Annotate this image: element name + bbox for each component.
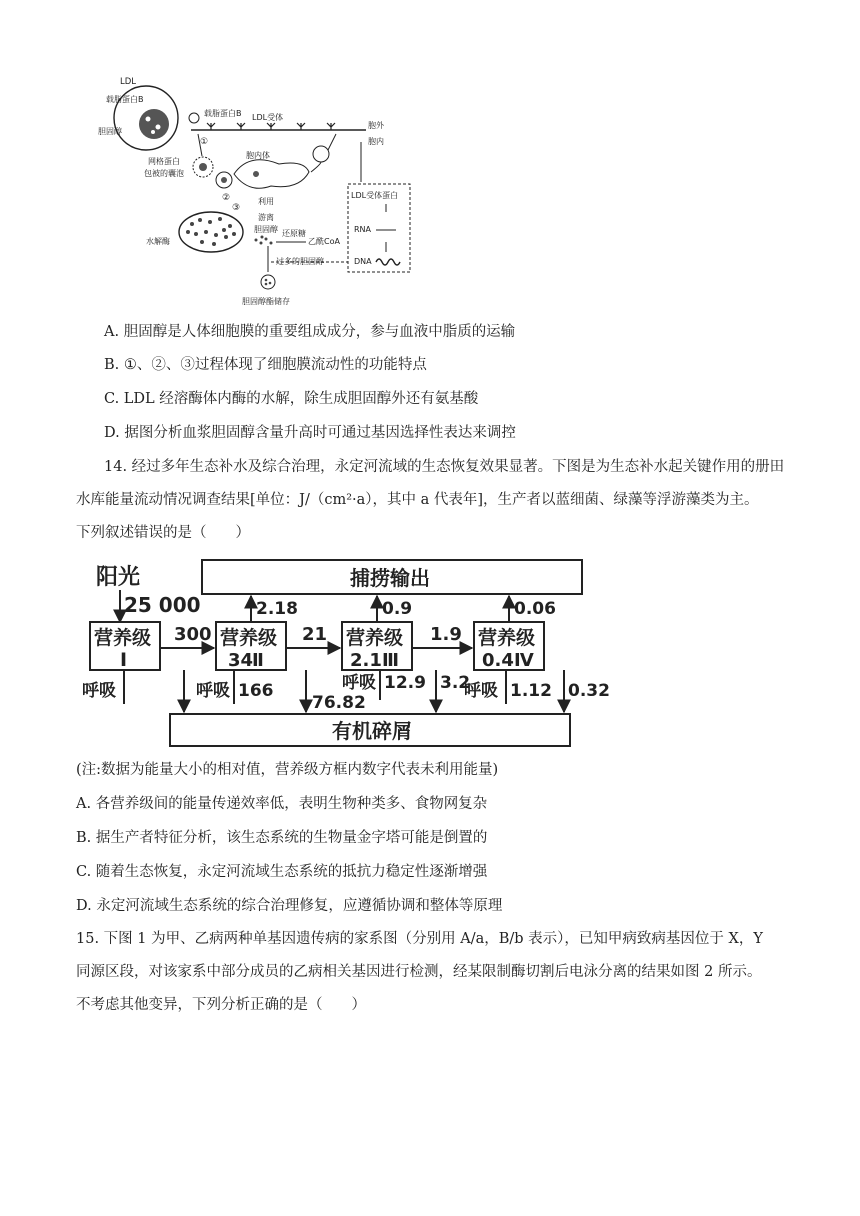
q13-option-a: A. 胆固醇是人体细胞膜的重要组成成分，参与血液中脂质的运输 — [104, 324, 516, 340]
catch-level-3: 0.9 — [382, 599, 413, 619]
fig1-acetyl-coa: 乙酰CoA — [308, 237, 340, 246]
fig1-step3: ③ — [232, 203, 241, 213]
fig1-use: 利用 — [258, 197, 274, 206]
q13-option-b: B. ①、②、③过程体现了细胞膜流动性的功能特点 — [104, 357, 427, 373]
fig1-storage: 胆固醇酯储存 — [242, 297, 290, 306]
ldl-pathway-figure — [96, 72, 426, 312]
q14-note: (注:数据为能量大小的相对值，营养级方框内数字代表未利用能量) — [76, 762, 499, 778]
fig1-step1: ① — [200, 137, 209, 147]
fig1-ldl-receptor: LDL受体 — [252, 113, 284, 122]
fig1-outside: 胞外 — [368, 121, 384, 130]
catch-level-4: 0.06 — [514, 599, 556, 619]
q14-option-d: D. 永定河流域生态系统的综合治理修复，应遵循协调和整体等原理 — [76, 898, 503, 914]
q14-stem-line-2: 水库能量流动情况调查结果[单位：J/（cm²·a），其中 a 代表年]，生产者以蓝细菌、绿藻等浮游藻类为主。 — [76, 492, 759, 508]
level-4-roman: Ⅳ — [514, 650, 534, 671]
fig1-vesicle-2: 包被的囊泡 — [144, 169, 184, 178]
transfer-3-4: 1.9 — [430, 624, 462, 645]
fig1-hydrolase: 水解酶 — [146, 237, 170, 246]
level-3-roman: Ⅲ — [382, 650, 400, 671]
sunlight-value: 25 000 — [124, 593, 201, 617]
resp-value-3: 12.9 — [384, 673, 426, 693]
q13-option-d: D. 据图分析血浆胆固醇含量升高时可通过基因选择性表达来调控 — [104, 425, 516, 441]
fig1-inside: 胞内 — [368, 137, 384, 146]
q14-stem-line-1: 14. 经过多年生态补水及综合治理，永定河流域的生态恢复效果显著。下图是为生态补水起关键作用的册田 — [104, 459, 785, 475]
level-4-unused: 0.4 — [482, 650, 514, 671]
q14-option-c: C. 随着生态恢复，永定河流域生态系统的抵抗力稳定性逐渐增强 — [76, 864, 488, 880]
fig1-vesicle-1: 网格蛋白 — [148, 157, 180, 166]
level-2-label: 营养级 — [220, 627, 278, 649]
fig1-free-2: 胆固醇 — [254, 225, 278, 234]
level-3-label: 营养级 — [346, 627, 404, 649]
fig1-receptor-protein: LDL受体蛋白 — [351, 191, 399, 200]
fig1-free-1: 游离 — [258, 213, 274, 222]
fig1-dna: DNA — [354, 257, 372, 266]
q14-option-a: A. 各营养级间的能量传递效率低，表明生物种类多、食物网复杂 — [76, 796, 488, 812]
q15-stem-line-1: 15. 下图 1 为甲、乙病两种单基因遗传病的家系图（分别用 A/a，B/b 表示），已知甲病致病基因位于 X，Y — [76, 931, 763, 947]
catch-level-2: 2.18 — [256, 599, 298, 619]
level-2-roman: Ⅱ — [252, 650, 264, 671]
level-1-roman: Ⅰ — [120, 649, 128, 671]
level-1-label: 营养级 — [94, 627, 152, 649]
resp-label-3: 呼吸 — [342, 673, 376, 693]
q15-stem-line-3: 不考虑其他变异，下列分析正确的是（ ） — [76, 997, 366, 1013]
q14-option-b: B. 据生产者特征分析，该生态系统的生物量金字塔可能是倒置的 — [76, 830, 488, 846]
level-3-unused: 2.1 — [350, 650, 382, 671]
fishing-output-label: 捕捞输出 — [350, 566, 430, 590]
resp-label-2: 呼吸 — [196, 681, 230, 701]
fig1-apob-inner: 载脂蛋白B — [106, 95, 144, 104]
detritus-from-level-2: 76.82 — [312, 693, 366, 713]
fig1-ldl-label: LDL — [120, 77, 137, 87]
resp-label-1: 呼吸 — [82, 681, 116, 701]
level-4-label: 营养级 — [478, 627, 536, 649]
fig1-apob-outer: 载脂蛋白B — [204, 109, 242, 118]
detritus-from-level-3: 3.2 — [440, 673, 471, 693]
detritus-label: 有机碎屑 — [332, 719, 412, 743]
fig1-cholesterol: 胆固醇 — [98, 127, 122, 136]
sunlight-label: 阳光 — [96, 565, 141, 590]
q14-stem-line-3: 下列叙述错误的是（ ） — [76, 525, 250, 541]
fig1-reductase: 还原糖 — [282, 229, 306, 238]
fig1-step2: ② — [222, 193, 231, 203]
detritus-from-level-4: 0.32 — [568, 681, 610, 701]
fig1-rna: RNA — [354, 225, 372, 234]
level-2-unused: 34 — [228, 650, 254, 671]
q15-stem-line-2: 同源区段，对该家系中部分成员的乙病相关基因进行检测，经某限制酶切割后电泳分离的结果如图 2 所示。 — [76, 964, 762, 980]
resp-label-4: 呼吸 — [464, 681, 498, 701]
fig1-endosome: 胞内体 — [246, 151, 270, 160]
transfer-2-3: 21 — [302, 624, 328, 645]
q13-option-c: C. LDL 经溶酶体内酶的水解，除生成胆固醇外还有氨基酸 — [104, 391, 479, 407]
transfer-1-2: 300 — [174, 624, 212, 645]
fig1-excess: 过多的胆固醇 — [276, 257, 324, 266]
energy-flow-figure — [80, 556, 610, 752]
resp-value-4: 1.12 — [510, 681, 552, 701]
resp-value-2: 166 — [238, 681, 274, 701]
